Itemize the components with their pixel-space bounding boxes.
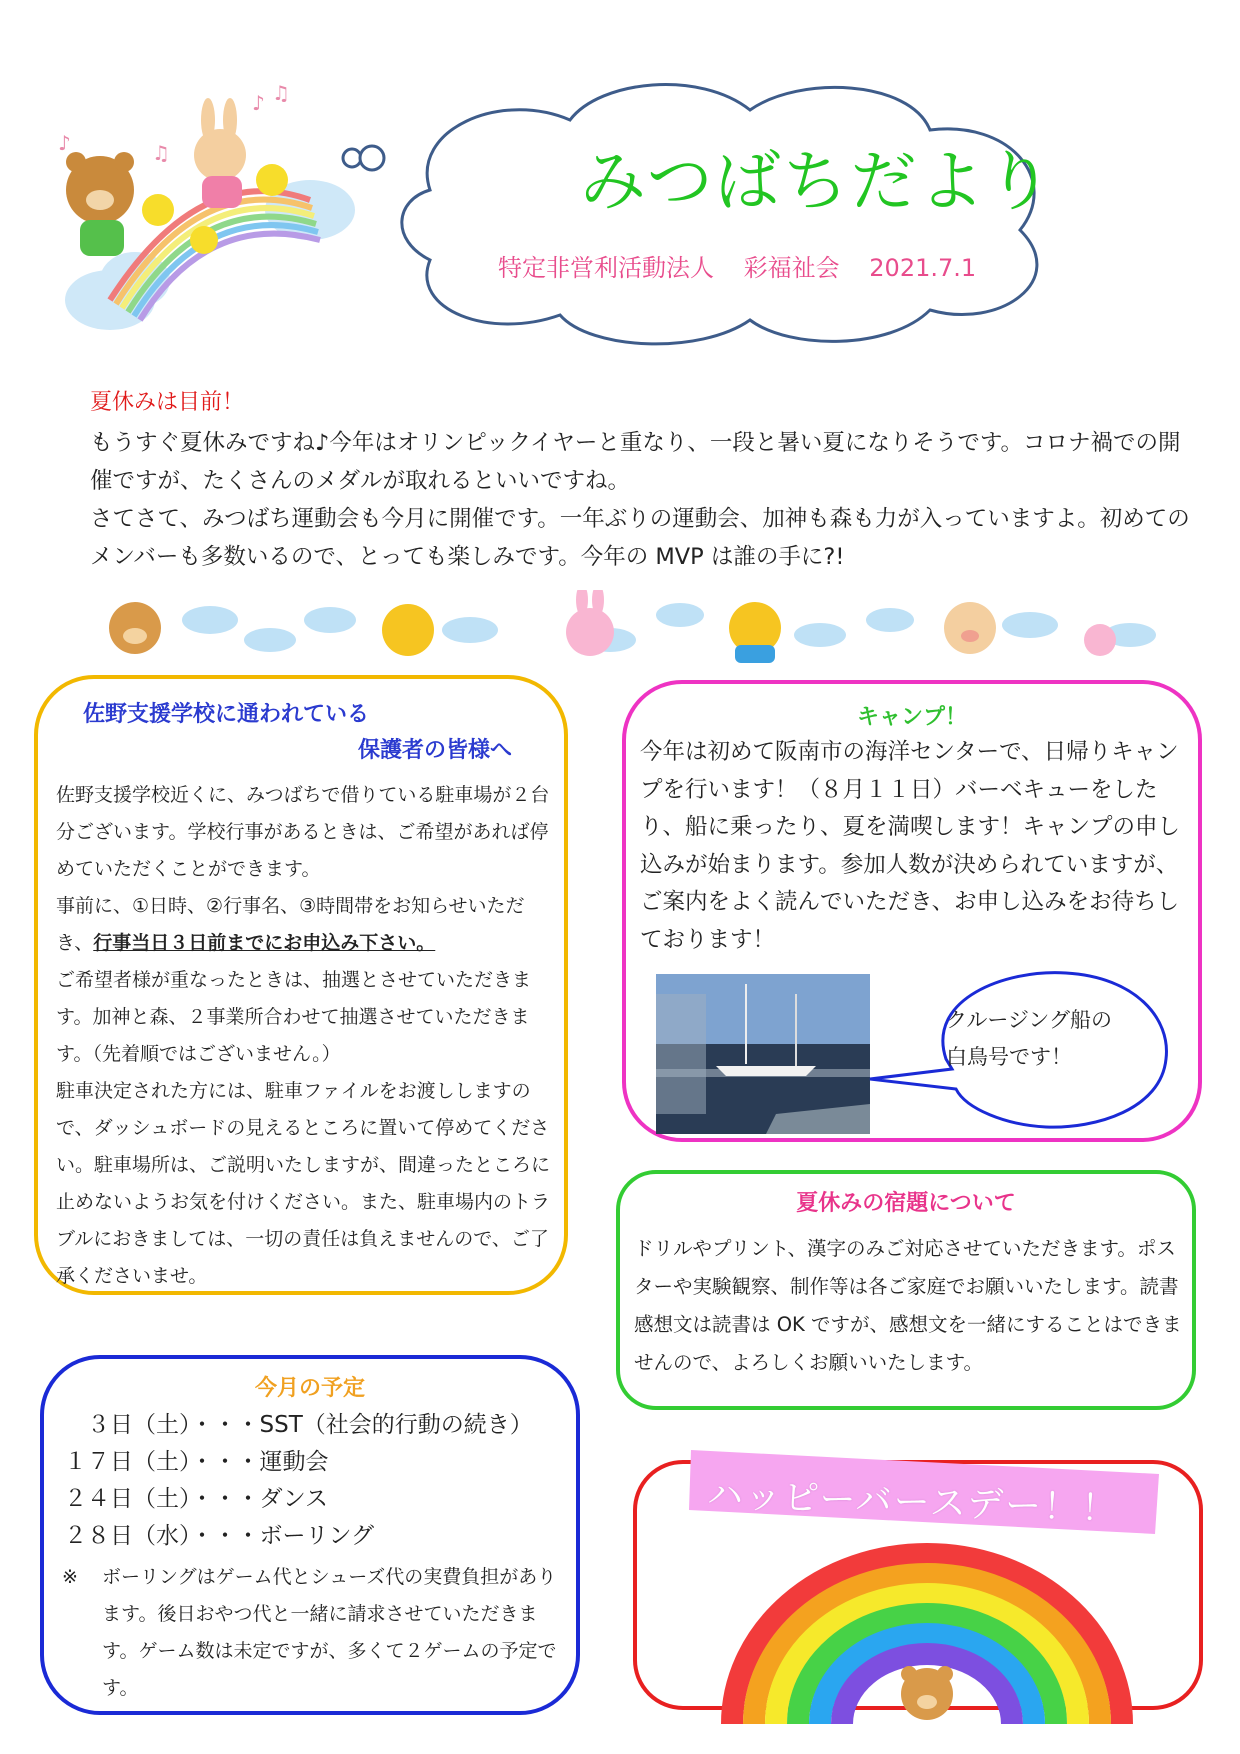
animal-cloud-strip xyxy=(90,590,1180,670)
note-text: ボーリングはゲーム代とシューズ代の実費負担があります。後日おやつ代と一緒に請求させていただきます。ゲーム数は未定ですが、多くて２ゲームの予定です。 xyxy=(102,1566,557,1699)
dog-character xyxy=(729,602,781,663)
svg-text:♪: ♪ xyxy=(252,91,265,115)
parking-body xyxy=(56,777,556,1295)
intro-paragraph-1: もうすぐ夏休みですね♪今年はオリンピックイヤーと重なり、一段と暑い夏になりそうです。コロナ禍での開催ですが、たくさんのメダルが取れるといいですね。 xyxy=(90,430,1181,494)
schedule-item: ３日（土）・・・SST（社会的行動の続き） xyxy=(64,1412,533,1438)
homework-body: ドリルやプリント、漢字のみご対応させていただきます。ポスターや実験観察、制作等は各ご家庭でお願いいたします。読書感想文は読書は OK ですが、感想文を一緒にすることはできませんので、よろしくお願いいたします。 xyxy=(634,1237,1182,1374)
parking-notice-box xyxy=(34,675,568,1295)
parking-paragraph-2a: 事前に、①日時、②行事名、③時間帯をお知らせいただき、 xyxy=(56,895,525,954)
cat-character xyxy=(382,604,434,656)
note-mark: ※ xyxy=(62,1566,78,1588)
camp-title: キャンプ！ xyxy=(856,705,967,730)
bird-character xyxy=(1084,624,1116,656)
schedule-box xyxy=(40,1355,580,1715)
bubble-line-1: クルージング船の xyxy=(946,1008,1113,1032)
birthday-box xyxy=(633,1460,1203,1710)
parking-paragraph-2 xyxy=(56,888,556,962)
intro-section xyxy=(90,385,1190,576)
intro-heading: 夏休みは目前！ xyxy=(90,390,245,415)
schedule-note xyxy=(62,1559,562,1707)
harbor-boat-photo xyxy=(656,974,870,1134)
schedule-item: ２８日（水）・・・ボーリング xyxy=(64,1523,375,1549)
parking-paragraph-4: 駐車決定された方には、駐車ファイルをお渡ししますので、ダッシュボードの見えるところに置いて停めてください。駐車場所は、ご説明いたしますが、間違ったところに止めないようお気を付けください。また、駐車場内のトラブルにおきましては、一切の責任は負えませんので、ご了承くださいませ。 xyxy=(56,1080,551,1287)
bubble-text xyxy=(946,1002,1146,1076)
parking-paragraph-3: ご希望者様が重なったときは、抽選とさせていただきます。加神と森、２事業所合わせて抽選させていただきます。（先着順ではございません。） xyxy=(56,969,532,1065)
pig-character xyxy=(944,602,996,654)
rabbit-character xyxy=(566,590,614,656)
cloud-shape xyxy=(182,603,1156,652)
birthday-rainbow xyxy=(707,1534,1147,1724)
org-type: 特定非営利活動法人 xyxy=(498,254,714,282)
birthday-banner-text: ハッピーバースデー！！ xyxy=(706,1474,1120,1531)
bear-character xyxy=(901,1666,953,1720)
thought-bubble-dots xyxy=(340,138,400,178)
svg-text:♫: ♫ xyxy=(272,81,290,105)
rainbow-arc xyxy=(110,191,320,320)
camp-body: 今年は初めて阪南市の海洋センターで、日帰りキャンプを行います！（８月１１日）バーベキューをしたり、船に乗ったり、夏を満喫します！キャンプの申し込みが始まります。参加人数が決められていますが、ご案内をよく読んでいただき、お申し込みをお待ちしております！ xyxy=(640,739,1181,953)
parking-paragraph-1: 佐野支援学校近くに、みつばちで借りている駐車場が２台分ございます。学校行事があるときは、ご希望があれば停めていただくことができます。 xyxy=(56,784,550,880)
homework-box xyxy=(616,1170,1196,1410)
schedule-item: １７日（土）・・・運動会 xyxy=(64,1449,329,1475)
bubble-line-2: 白鳥号です！ xyxy=(946,1045,1072,1069)
parking-deadline: 行事当日３日前までにお申込み下さい。 xyxy=(93,932,436,954)
schedule-title: 今月の予定 xyxy=(254,1376,365,1401)
rainbow-animals-illustration xyxy=(40,80,380,340)
homework-title: 夏休みの宿題について xyxy=(796,1191,1016,1216)
newsletter-title: みつばちだより xyxy=(580,143,1055,220)
issue-date: 2021.7.1 xyxy=(869,254,977,282)
bear-character xyxy=(66,152,134,256)
parking-title-line2: 保護者の皆様へ xyxy=(358,738,513,763)
rabbit-character xyxy=(194,98,246,208)
org-name: 彩福祉会 xyxy=(743,254,840,282)
schedule-item: ２４日（土）・・・ダンス xyxy=(64,1486,329,1512)
svg-text:♪: ♪ xyxy=(58,131,71,155)
schedule-list xyxy=(64,1407,564,1555)
intro-paragraph-2: さてさて、みつばち運動会も今月に開催です。一年ぶりの運動会、加神も森も力が入っていますよ。初めてのメンバーも多数いるので、とっても楽しみです。今年の MVP は誰の手に?! xyxy=(90,506,1190,570)
music-note-icon xyxy=(58,81,290,165)
camp-box xyxy=(622,680,1202,1142)
org-line xyxy=(498,248,998,283)
svg-text:♫: ♫ xyxy=(152,141,170,165)
dog-character xyxy=(109,602,161,654)
parking-title-line1: 佐野支援学校に通われている xyxy=(83,702,370,727)
